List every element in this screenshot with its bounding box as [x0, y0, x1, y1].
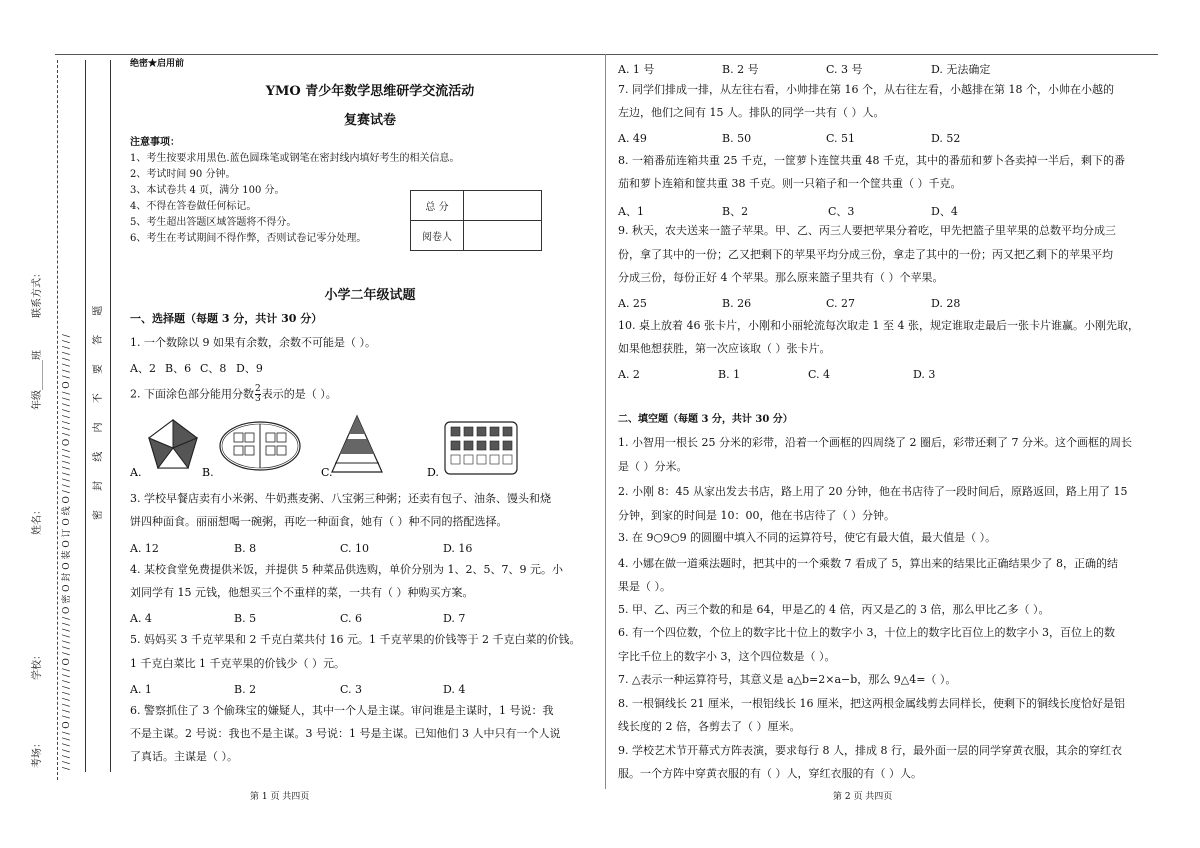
notice-item: 4、不得在答卷做任何标记。: [130, 201, 257, 212]
exam-venue-label: 考场：: [32, 738, 43, 768]
fill-line: 9. 学校艺术节开幕式方阵表演，要求每行 8 人，排成 8 行，最外面一层的同学穿黄衣服，其余的穿红衣: [618, 744, 1122, 757]
option[interactable]: B. 50: [722, 132, 752, 145]
option[interactable]: B. 8: [234, 542, 257, 555]
seal-line-marks: / / / / / / / O / / / / / / / / / O / / / / / / / O 密 O 封 O 装 O 订 O 线 O / / / / / / / / O / / / / / / / / O / / / / / / / /: [62, 334, 72, 770]
q9-line: 9. 秋天，农夫送来一篮子苹果。甲、乙、丙三人要把苹果分着吃，甲先把篮子里苹果的总数平均分成三: [618, 224, 1116, 237]
option[interactable]: D. 52: [931, 132, 961, 145]
q5-line: 1 千克白菜比 1 千克苹果的价钱少（ ）元。: [130, 657, 345, 670]
option[interactable]: A. 49: [618, 132, 647, 145]
fill-line: 7. △表示一种运算符号，其意义是 a△b=2×a−b，那么 9△4=（ ）。: [618, 673, 957, 686]
q2-text: [130, 385, 337, 404]
fill-line: 字比千位上的数字小 3，这个四位数是（ ）。: [618, 650, 836, 663]
option[interactable]: A、2: [130, 362, 156, 375]
figure-c-triangle: [332, 416, 382, 472]
seal-line-inner: [110, 60, 111, 772]
option[interactable]: A. 1 号: [618, 63, 655, 76]
option[interactable]: C、8: [200, 362, 227, 375]
option[interactable]: C. 10: [340, 542, 370, 555]
notice-heading: 注意事项：: [130, 137, 180, 148]
page-fold-line: [605, 54, 606, 789]
option[interactable]: C. 3 号: [826, 63, 863, 76]
figure-b-cubes: [220, 422, 300, 470]
fill-line: 3. 在 9○9○9 的圆圈中填入不同的运算符号，使它有最大值，最大值是（ ）。: [618, 531, 997, 544]
option[interactable]: D. 无法确定: [931, 63, 991, 76]
option[interactable]: B. 26: [722, 297, 752, 310]
figure-label: A.: [130, 466, 142, 479]
fill-line: 是（ ）分米。: [618, 460, 688, 473]
fill-line: 1. 小智用一根长 25 分米的彩带，沿着一个画框的四周绕了 2 圈后，彩带还剩了 7 分米。这个画框的周长: [618, 436, 1132, 449]
total-score-cell[interactable]: [464, 191, 542, 221]
school-label: 学校：: [32, 650, 43, 680]
q6-line: 了真话。主谋是（ ）。: [130, 750, 238, 763]
figure-label: B.: [202, 466, 214, 479]
q10-line: 如果他想获胜，第一次应该取（ ）张卡片。: [618, 342, 831, 355]
option[interactable]: C. 6: [340, 612, 363, 625]
figure-label: D.: [427, 466, 439, 479]
option[interactable]: B、6: [165, 362, 192, 375]
figure-label: C.: [321, 466, 333, 479]
option[interactable]: A. 25: [618, 297, 647, 310]
option[interactable]: C. 4: [808, 368, 831, 381]
option[interactable]: C. 51: [826, 132, 856, 145]
option[interactable]: C. 3: [340, 683, 363, 696]
q10-line: 10. 桌上放着 46 张卡片，小刚和小丽轮流每次取走 1 至 4 张，规定谁取走最后一张卡片谁赢。小刚先取，: [618, 319, 1139, 332]
option[interactable]: D、9: [236, 362, 263, 375]
fill-line: 8. 一根铜线长 21 厘米，一根铝线长 16 厘米，把这两根金属线剪去同样长，使剩下的铜线长度恰好是铝: [618, 697, 1125, 710]
notice-item: 5、考生超出答题区域答题将不得分。: [130, 217, 297, 228]
option[interactable]: B. 2: [234, 683, 257, 696]
page-footer-right: 第 2 页 共四页: [833, 792, 893, 802]
figure-a-pentagon: [149, 420, 197, 468]
page-footer-left: 第 1 页 共四页: [250, 792, 310, 802]
option[interactable]: D. 28: [931, 297, 961, 310]
q9-line: 分成三份，每份正好 4 个苹果。那么原来篮子里共有（ ）个苹果。: [618, 271, 944, 284]
q6-line: 6. 警察抓住了 3 个偷珠宝的嫌疑人，其中一个人是主谋。审问谁是主谋时，1 号说：我: [130, 704, 554, 717]
q5-line: 5. 妈妈买 3 千克苹果和 2 千克白菜共付 16 元。1 千克苹果的价钱等于 2 千克白菜的价钱。: [130, 633, 581, 646]
fill-line: 5. 甲、乙、丙三个数的和是 64，甲是乙的 4 倍，丙又是乙的 3 倍，那么甲比乙多（ ）。: [618, 603, 1050, 616]
top-rule: [55, 54, 1158, 55]
confidential-mark: 绝密★启用前: [130, 59, 185, 69]
section1-heading: 一、选择题（每题 3 分，共计 30 分）: [130, 312, 323, 325]
option[interactable]: A. 4: [130, 612, 152, 625]
option[interactable]: D. 7: [443, 612, 466, 625]
q1-text: 1. 一个数除以 9 如果有余数，余数不可能是（ ）。: [130, 336, 376, 349]
fraction-denominator: 3: [255, 394, 261, 404]
q4-line: 刘同学有 15 元钱，他想买三个不重样的菜，一共有（ ）种购买方案。: [130, 586, 474, 599]
option[interactable]: B. 2 号: [722, 63, 759, 76]
q2-figures: [125, 410, 525, 485]
q8-line: 8. 一箱番茄连箱共重 25 千克，一筐萝卜连筐共重 48 千克，其中的番茄和萝卜各卖掉一半后，剩下的番: [618, 154, 1125, 167]
notice-item: 2、考试时间 90 分钟。: [130, 169, 236, 180]
seal-line-outer: [57, 60, 58, 780]
fill-line: 服。一个方阵中穿黄衣服的有（ ）人，穿红衣服的有（ ）人。: [618, 767, 922, 780]
q2-text-after: 表示的是（ ）。: [261, 387, 337, 401]
option[interactable]: A. 1: [130, 683, 152, 696]
fill-line: 线长度的 2 倍，各剪去了（ ）厘米。: [618, 720, 801, 733]
fraction: [255, 385, 261, 404]
notice-item: 6、考生在考试期间不得作弊，否则试卷记零分处理。: [130, 233, 367, 244]
q9-line: 份，拿了其中的一份；乙又把剩下的苹果平均分成三份，拿走了其中的一份；丙又把乙剩下的苹果平均: [618, 248, 1113, 261]
grade-title: 小学二年级试题: [324, 288, 416, 303]
score-table: [410, 190, 542, 251]
option[interactable]: A、1: [618, 205, 644, 218]
grader-cell[interactable]: [464, 221, 542, 251]
section2-heading: 二、填空题（每题 3 分，共计 30 分）: [618, 414, 793, 425]
exam-title: YMO 青少年数学思维研学交流活动: [265, 84, 475, 99]
name-label: 姓名：: [32, 505, 43, 535]
q3-line: 饼四种面食。丽丽想喝一碗粥，再吃一种面食，她有（ ）种不同的搭配选择。: [130, 515, 508, 528]
option[interactable]: C、3: [828, 205, 855, 218]
fill-line: 分钟，到家的时间是 10：00，他在书店待了（ ）分钟。: [618, 509, 895, 522]
seal-inner-warning: 密 封 线 内 不 要 答 题: [93, 297, 104, 520]
contact-label: 联系方式：: [32, 268, 43, 318]
fill-line: 6. 有一个四位数，个位上的数字比十位上的数字小 3，十位上的数字比百位上的数字小 3，百位上的数: [618, 626, 1115, 639]
fill-line: 4. 小娜在做一道乘法题时，把其中的一个乘数 7 看成了 5，算出来的结果比正确结果少了 8，正确的结: [618, 557, 1118, 570]
fill-line: 果是（ ）。: [618, 580, 671, 593]
option[interactable]: B、2: [722, 205, 749, 218]
grade-class-label: 年级______班: [32, 350, 43, 410]
grader-label: 阅卷人: [411, 221, 464, 251]
q3-line: 3. 学校早餐店卖有小米粥、牛奶燕麦粥、八宝粥三种粥；还卖有包子、油条、馒头和烧: [130, 492, 551, 505]
q2-text-before: 2. 下面涂色部分能用分数: [130, 387, 254, 401]
fill-line: 2. 小刚 8：45 从家出发去书店，路上用了 20 分钟，他在书店待了一段时间后，原路返回，路上用了 15: [618, 485, 1128, 498]
q4-line: 4. 某校食堂免费提供米饭，并提供 5 种菜品供选购，单价分别为 1、2、5、7、9 元。小: [130, 563, 563, 576]
option[interactable]: A. 2: [618, 368, 640, 381]
option[interactable]: D、4: [931, 205, 958, 218]
exam-subtitle: 复赛试卷: [343, 113, 396, 128]
option[interactable]: D. 16: [443, 542, 473, 555]
q6-line: 不是主谋。2 号说：我也不是主谋。3 号说：1 号是主谋。已知他们 3 人中只有一个人说: [130, 727, 561, 740]
notice-item: 3、本试卷共 4 页，满分 100 分。: [130, 185, 285, 196]
q7-line: 7. 同学们排成一排，从左往右看，小帅排在第 16 个，从右往左看，小越排在第 18 个，小帅在小越的: [618, 83, 1114, 96]
option[interactable]: D. 4: [443, 683, 466, 696]
seal-line-mid: [85, 60, 86, 772]
fraction-numerator: 2: [255, 384, 261, 394]
q7-line: 左边，他们之间有 15 人。排队的同学一共有（ ）人。: [618, 106, 885, 119]
option[interactable]: B. 5: [234, 612, 257, 625]
notice-item: 1、考生按要求用黑色.蓝色圆珠笔或钢笔在密封线内填好考生的相关信息。: [130, 153, 460, 164]
figure-d-grid: [445, 422, 517, 474]
total-score-label: 总 分: [411, 191, 464, 221]
option[interactable]: A. 12: [130, 542, 159, 555]
option[interactable]: D. 3: [913, 368, 936, 381]
q8-line: 茄和萝卜连箱和筐共重 38 千克。则一只箱子和一个筐共重（ ）千克。: [618, 177, 962, 190]
option[interactable]: C. 27: [826, 297, 856, 310]
option[interactable]: B. 1: [718, 368, 741, 381]
